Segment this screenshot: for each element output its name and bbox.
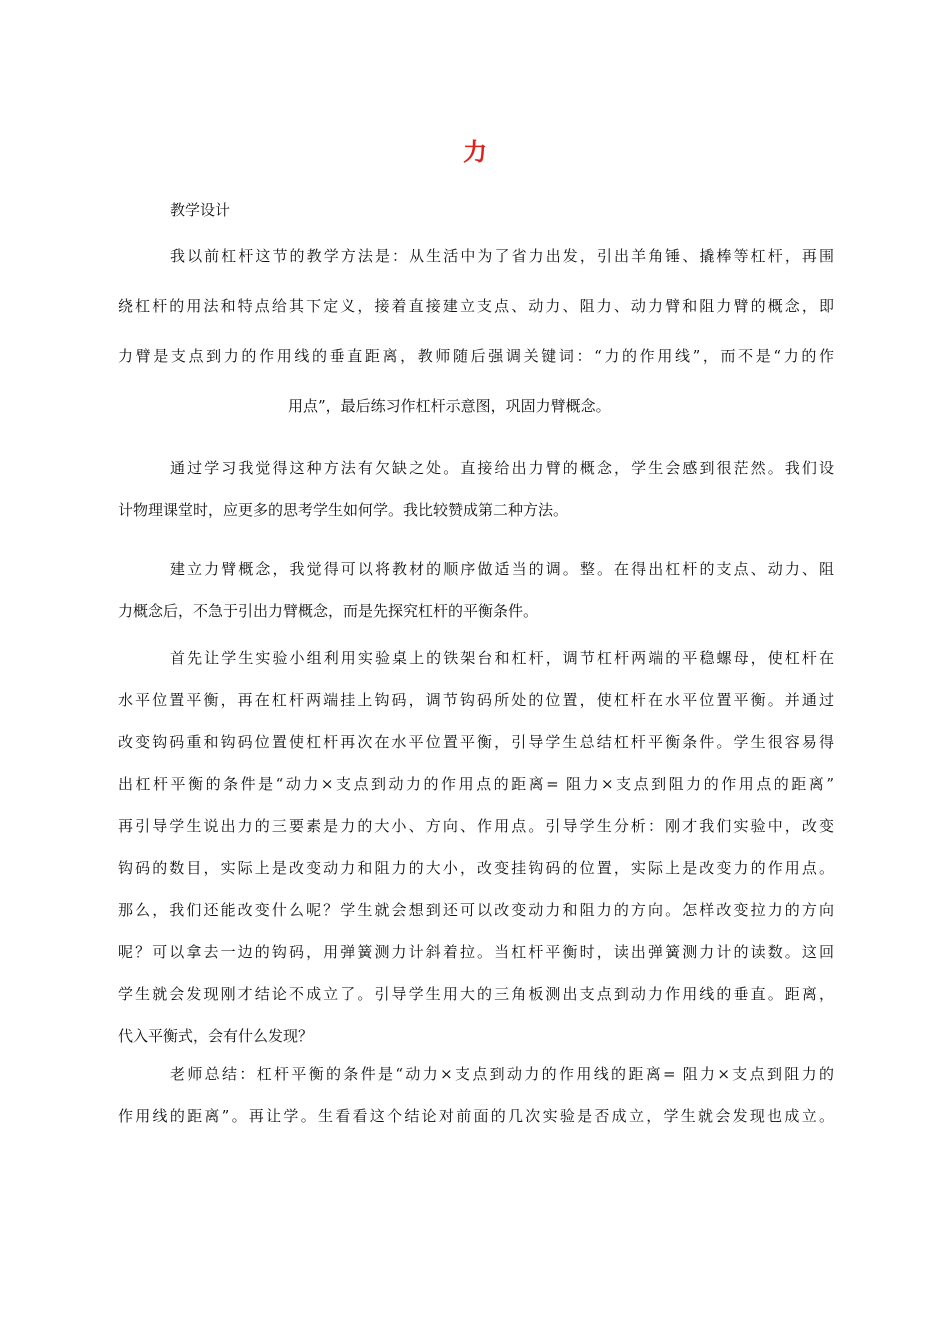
paragraph-line: 计物理课堂时，应更多的思考学生如何学。我比较赞成第二种方法。	[118, 501, 569, 519]
paragraph-line: 再引导学生说出力的三要素是力的大小、方向、作用点。引导学生分析：刚才我们实验中，改变	[118, 817, 834, 835]
paragraph-line: 呢？可以拿去一边的钩码，用弹簧测力计斜着拉。当杠杆平衡时，读出弹簧测力计的读数。这回	[118, 943, 834, 961]
paragraph-1	[118, 231, 834, 431]
paragraph-line: 通过学习我觉得这种方法有欠缺之处。直接给出力臂的概念，学生会感到很茫然。我们设	[170, 459, 834, 477]
paragraph-line: 那么，我们还能改变什么呢？学生就会想到还可以改变动力和阻力的方向。怎样改变拉力的方向	[118, 901, 834, 919]
paragraph-line: 改变钩码重和钩码位置使杠杆再次在水平位置平衡，引导学生总结杠杆平衡条件。学生很容易得	[118, 733, 834, 751]
paragraph-3	[118, 548, 834, 632]
paragraph-line: 出杠杆平衡的条件是“动力×支点到动力的作用点的距离= 阻力×支点到阻力的作用点的距离”	[118, 775, 834, 793]
paragraph-line: 代入平衡式，会有什么发现？	[118, 1027, 314, 1045]
paragraph-line: 首先让学生实验小组利用实验桌上的铁架台和杠杆，调节杠杆两端的平稳螺母，使杠杆在	[170, 649, 834, 667]
paragraph-line: 老师总结：杠杆平衡的条件是“动力×支点到动力的作用线的距离= 阻力×支点到阻力的	[170, 1065, 834, 1083]
paragraph-line: 绕杠杆的用法和特点给其下定义，接着直接建立支点、动力、阻力、动力臂和阻力臂的概念，即	[118, 297, 834, 315]
paragraph-line: 水平位置平衡，再在杠杆两端挂上钩码，调节钩码所处的位置，使杠杆在水平位置平衡。并通过	[118, 691, 834, 709]
paragraph-2	[118, 447, 834, 531]
paragraph-line: 学生就会发现刚才结论不成立了。引导学生用大的三角板测出支点到动力作用线的垂直。距离，	[118, 985, 834, 1003]
paragraph-line: 作用线的距离”。再让学。生看看这个结论对前面的几次实验是否成立，学生就会发现也成立。	[118, 1107, 834, 1125]
section-heading: 教学设计	[170, 201, 231, 219]
paragraph-5	[118, 1053, 834, 1137]
document-title: 力	[463, 138, 487, 166]
paragraph-line: 力臂是支点到力的作用线的垂直距离，教师随后强调关键词：“力的作用线”，而不是“力的作	[118, 347, 834, 365]
paragraph-line: 我以前杠杆这节的教学方法是：从生活中为了省力出发，引出羊角锤、撬棒等杠杆，再围	[170, 247, 834, 265]
paragraph-line: 用点”，最后练习作杠杆示意图，巩固力臂概念。	[288, 397, 611, 415]
paragraph-line: 力概念后，不急于引出力臂概念，而是先探究杠杆的平衡条件。	[118, 602, 539, 620]
paragraph-line: 建立力臂概念，我觉得可以将教材的顺序做适当的调。整。在得出杠杆的支点、动力、阻	[170, 560, 834, 578]
paragraph-4	[118, 637, 834, 1057]
paragraph-line: 钩码的数目，实际上是改变动力和阻力的大小，改变挂钩码的位置，实际上是改变力的作用点。	[118, 859, 834, 877]
